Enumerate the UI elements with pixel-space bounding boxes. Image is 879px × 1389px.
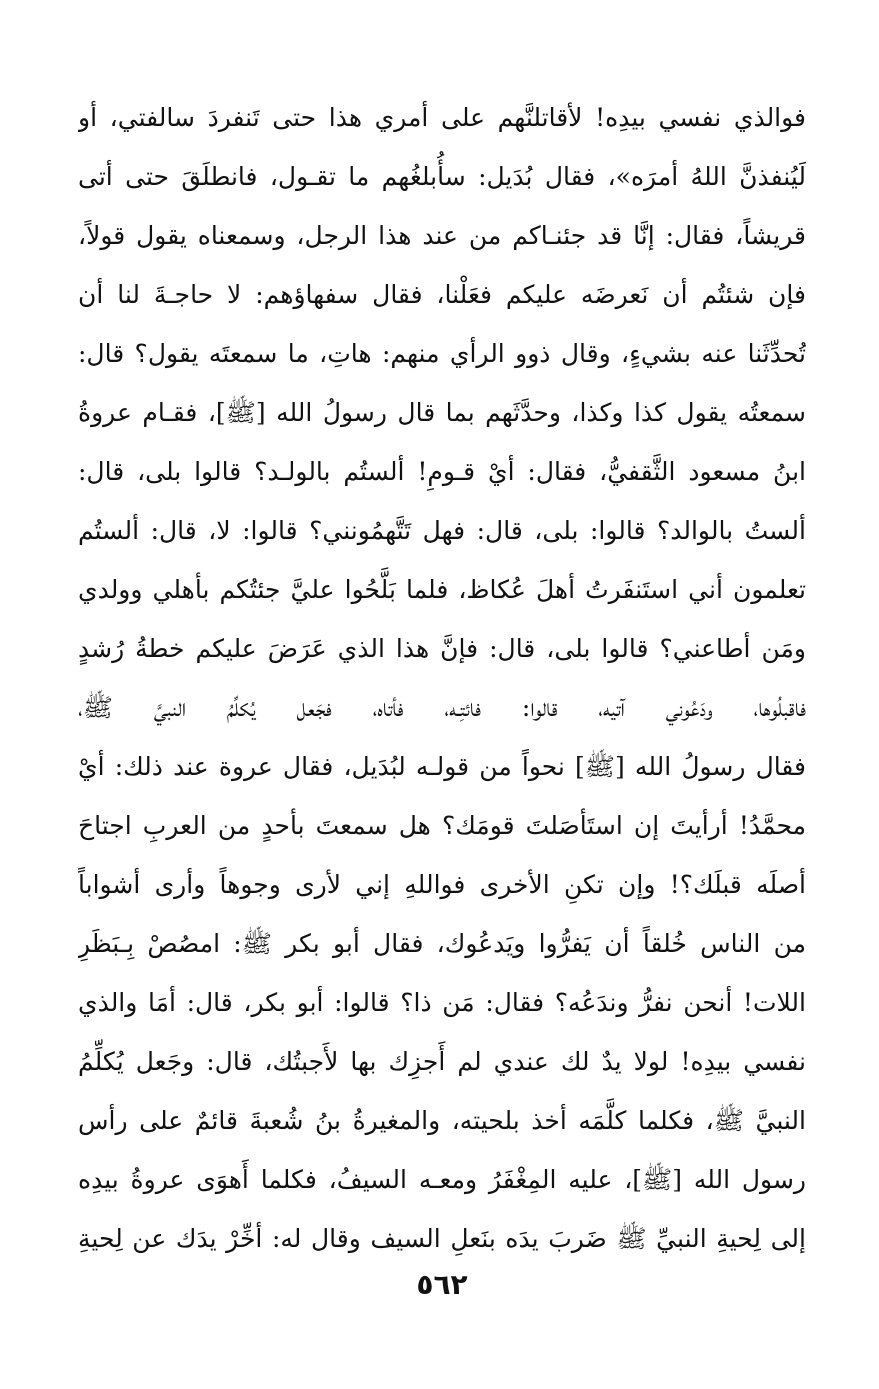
text-line: من الناس خُلقاً أن يَفرُّوا ويَدعُوك، فقال أبو بكر ﷺ: امصُصْ بِـبَظَرِ — [78, 929, 806, 958]
text-line: النبيَّ ﷺ، فكلما كلَّمَه أخذ بلحيته، والمغيرةُ بنُ شُعبةَ قائمٌ على رأس — [78, 1106, 806, 1135]
text-line: ابنُ مسعود الثَّقفيُّ، فقال: أيْ قـومِ! ألستُم بالولـد؟ قالوا بلى، قال: — [78, 457, 806, 486]
text-line: محمَّدُ! أرأيتَ إن استَأصَلتَ قومَك؟ هل سمعتَ بأحدٍ من العربِ اجتاحَ — [78, 811, 806, 840]
text-line: لَيُنفذنَّ اللهُ أمرَه»، فقال بُدَيل: سأُبلغُهم ما تقـول، فانطلَقَ حتى أتى — [78, 162, 806, 191]
text-line: ألستُ بالوالد؟ قالوا: بلى، قال: فهل تَتَّهمُونني؟ قالوا: لا، قال: ألستُم — [78, 516, 806, 545]
text-line: تعلمون أني استَنفَرتُ أهلَ عُكاظ، فلما بَلَّحُوا عليَّ جئتُكم بأهلي وولدي — [78, 575, 806, 604]
book-page — [78, 88, 806, 1301]
body-text — [78, 88, 806, 1268]
text-line: نفسي بيدِه! لولا يدٌ لك عندي لم أَجزِك بها لأَجبتُك، قال: وجَعل يُكلِّمُ — [78, 1047, 806, 1076]
text-line: قريشاً، فقال: إنَّا قد جئنـاكم من عند هذا الرجل، وسمعناه يقول قولاً، — [78, 221, 806, 250]
text-line: فاقبلُوها، ودَعُوني آتيه، قالوا: فائتِـه، فأتاه، فجَعل يُكلِّمُ النبيَّ ﷺ، — [78, 693, 806, 722]
text-line: ومَن أطاعني؟ قالوا بلى، قال: فإنَّ هذا الذي عَرَضَ عليكم خطةُ رُشدٍ — [78, 634, 806, 663]
text-line: فوالذي نفسي بيدِه! لأقاتلنَّهم على أمري هذا حتى تَنفردَ سالفتي، أو — [78, 103, 806, 132]
text-line: تُحدِّثَنا عنه بشيءٍ، وقال ذوو الرأي منهم: هاتِ، ما سمعتَه يقول؟ قال: — [78, 339, 806, 368]
page-number: ٥٦٢ — [416, 1268, 468, 1301]
text-line: سمعتُه يقول كذا وكذا، وحدَّثَهم بما قال رسولُ الله [ﷺ]، فقـام عروةُ — [78, 398, 806, 427]
text-line: اللات! أنحن نفرُّ وندَعُه؟ فقال: مَن ذا؟ قالوا: أبو بكر، قال: أمَا والذي — [78, 988, 806, 1017]
text-line: أصلَه قبلَك؟! وإن تكنِ الأخرى فواللهِ إني لأرى وجوهاً وأرى أشواباً — [78, 870, 806, 899]
text-line: إلى لِحيةِ النبيِّ ﷺ ضَربَ يدَه بنَعلِ السيف وقال له: أخِّرْ يدَك عن لِحيةِ — [78, 1224, 806, 1253]
text-line: فإن شئتُم أن نَعرضَه عليكم فعَلْنا، فقال سفهاؤهم: لا حاجـةَ لنا أن — [78, 280, 806, 309]
text-line: رسول الله [ﷺ]، عليه المِغْفَرُ ومعـه السيفُ، فكلما أَهوَى عروةُ بيدِه — [78, 1165, 806, 1194]
text-line: فقال رسولُ الله [ﷺ] نحواً من قولـه لبُدَيل، فقال عروة عند ذلك: أيْ — [78, 752, 806, 781]
